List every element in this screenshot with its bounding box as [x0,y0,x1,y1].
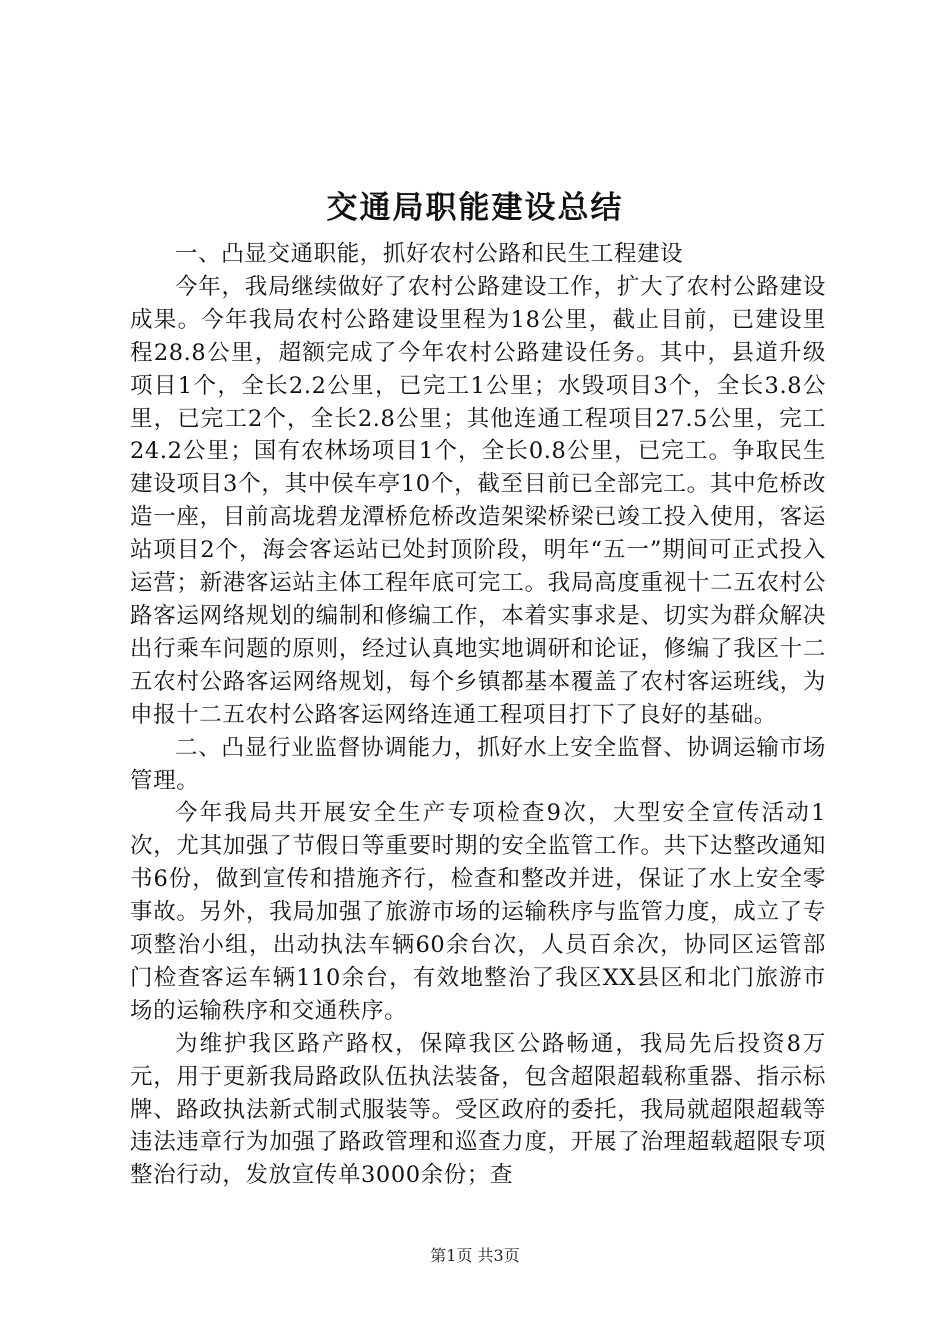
document-title: 交通局职能建设总结 [326,190,624,226]
document-body [130,238,826,1192]
body-paragraph-1: 今年，我局继续做好了农村公路建设工作，扩大了农村公路建设成果。今年我局农村公路建设里程为18公里，截止目前，已建设里程28.8公里，超额完成了今年农村公路建设任务。其中，县道升级项目1个，全长2.2公里，已完工1公里；水毁项目3个，全长3.8公里，已完工2个，全长2.8公里；其他连通工程项目27.5公里，完工24.2公里；国有农林场项目1个，全长0.8公里，已完工。争取民生建设项目3个，其中侯车亭10个，截至目前已全部完工。其中危桥改造一座，目前高垅碧龙潭桥危桥改造架梁桥梁已竣工投入使用，客运站项目2个，海会客运站已处封顶阶段，明年“五一”期间可正式投入运营；新港客运站主体工程年底可完工。我局高度重视十二五农村公路客运网络规划的编制和修编工作，本着实事求是、切实为群众解决出行乘车问题的原则，经过认真地实地调研和论证，修编了我区十二五农村公路客运网络规划，每个乡镇都基本覆盖了农村客运班线，为申报十二五农村公路客运网络连通工程项目打下了良好的基础。 [130,273,826,728]
body-paragraph-3: 为维护我区路产路权，保障我区公路畅通，我局先后投资8万元，用于更新我局路政队伍执法装备，包含超限超载称重器、指示标牌、路政执法新式制式服装等。受区政府的委托，我局就超限超载等违法违章行为加强了路政管理和巡查力度，开展了治理超载超限专项整治行动，发放宣传单3000余份；查 [130,1030,826,1189]
page-number-footer: 第1页 共3页 [430,1246,520,1265]
section-heading-1: 一、凸显交通职能，抓好农村公路和民生工程建设 [175,241,684,267]
body-paragraph-2: 今年我局共开展安全生产专项检查9次，大型安全宣传活动1次，尤其加强了节假日等重要时期的安全监管工作。共下达整改通知书6份，做到宣传和措施齐行，检查和整改并进，保证了水上安全零事故。另外，我局加强了旅游市场的运输秩序与监管力度，成立了专项整治小组，出动执法车辆60余台次，人员百余次，协同区运管部门检查客运车辆110余台，有效地整治了我区XX县区和北门旅游市场的运输秩序和交通秩序。 [130,800,826,1024]
section-heading-2: 二、凸显行业监督协调能力，抓好水上安全监督、协调运输市场管理。 [130,734,826,794]
